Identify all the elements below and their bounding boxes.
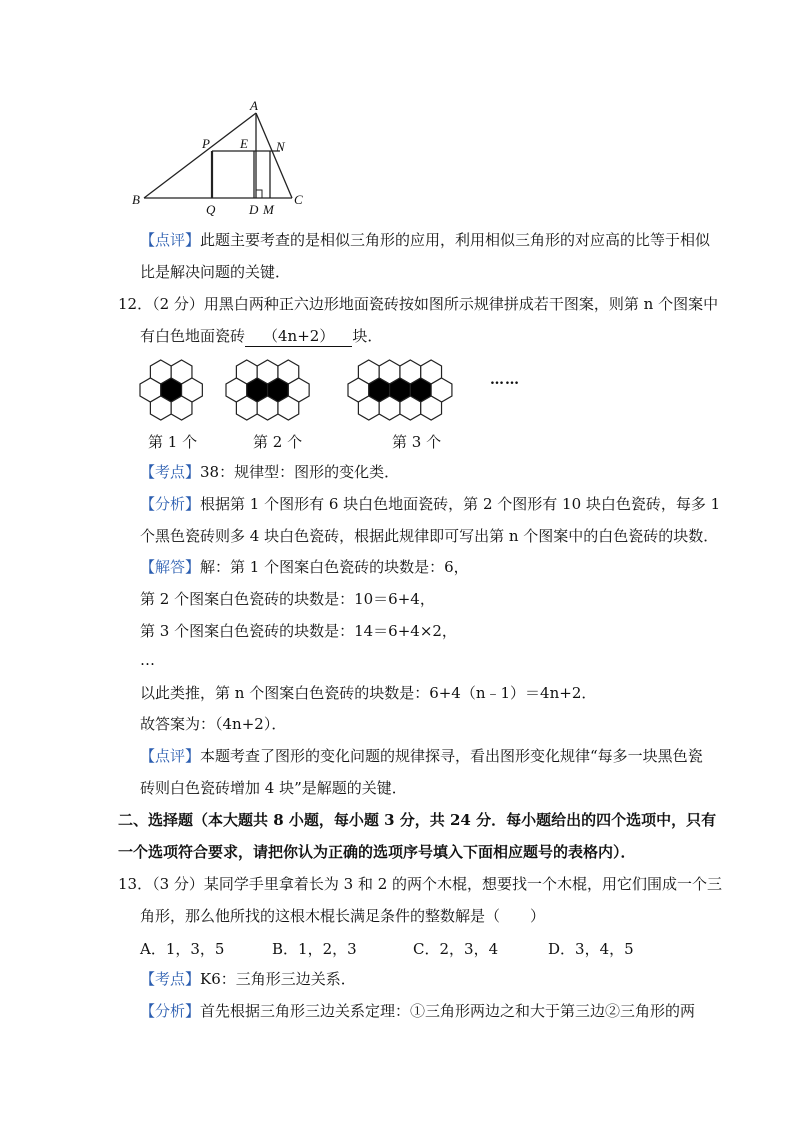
section2-heading-line1: 二、选择题（本大题共 8 小题，每小题 3 分，共 24 分．每小题给出的四个选项中，只有 — [118, 811, 717, 829]
kaodian-tag: 【考点】 — [140, 463, 201, 481]
right-angle-mark — [256, 190, 262, 198]
q12-jieda-line5: 以此类推，第 n 个图案白色瓷砖的块数是：6+4（n﹣1）＝4n+2． — [140, 684, 597, 702]
q12-jieda — [140, 557, 469, 577]
q13-option-b: B．1，2，3 — [272, 940, 357, 958]
figure-caption-3: 第 3 个 — [392, 433, 442, 451]
q12-stem-line1: 12．（2 分）用黑白两种正六边形地面瓷砖按如图所示规律拼成若干图案，则第 n 个图案中 — [118, 295, 719, 313]
q12-fenxi-line1: 根据第 1 个图形有 6 块白色地面瓷砖，第 2 个图形有 10 块白色瓷砖，每多 1 — [200, 495, 721, 513]
label-Q: Q — [206, 202, 216, 217]
hexagon-tile-figures — [130, 352, 530, 428]
segment-AB — [144, 113, 256, 198]
q12-dianping-line1: 本题考查了图形的变化问题的规律探寻，看出图形变化规律“每多一块黑色瓷 — [200, 747, 703, 765]
q13-option-c: C．2，3，4 — [413, 940, 499, 958]
q13-kaodian — [140, 969, 356, 989]
dianping-tag: 【点评】 — [140, 747, 201, 765]
figure-caption-1: 第 1 个 — [148, 433, 198, 451]
label-A: A — [250, 98, 258, 113]
white-tile — [358, 396, 379, 420]
fenxi-tag: 【分析】 — [140, 1002, 201, 1020]
triangle-figure — [130, 98, 310, 220]
q13-stem-line1: 13．（3 分）某同学手里拿着长为 3 和 2 的两个木棍，想要找一个木棍，用它们围成一个三 — [118, 875, 723, 893]
white-tile — [400, 396, 421, 420]
q12-stem-prefix: 有白色地面瓷砖 — [140, 327, 246, 345]
q13-option-a: A．1，3，5 — [140, 940, 225, 958]
label-B: B — [132, 192, 140, 207]
dianping-tag: 【点评】 — [140, 231, 201, 249]
q13-fenxi — [140, 1001, 695, 1021]
section2-heading-line2: 一个选项符合要求，请把你认为正确的选项序号填入下面相应题号的表格内）． — [118, 843, 636, 861]
q12-dianping-line2: 砖则白色瓷砖增加 4 块”是解题的关键． — [140, 779, 407, 797]
label-P: P — [202, 136, 210, 151]
figure-ellipsis: …… — [490, 372, 520, 388]
segment-AC — [256, 113, 292, 198]
white-tile — [278, 396, 299, 420]
q11-dianping-line2: 比是解决问题的关键． — [140, 263, 291, 281]
white-tile — [236, 396, 257, 420]
q12-jieda-line2: 第 2 个图案白色瓷砖的块数是：10＝6+4， — [140, 590, 435, 608]
label-C: C — [294, 192, 303, 207]
white-tile — [150, 396, 171, 420]
white-tile — [257, 396, 278, 420]
q13-fenxi-text: 首先根据三角形三边关系定理：①三角形两边之和大于第三边②三角形的两 — [200, 1002, 696, 1020]
q12-answer-blank: （4n+2） — [245, 326, 352, 347]
q13-stem-line2: 角形，那么他所找的这根木棍长满足条件的整数解是（ ） — [140, 907, 546, 925]
q13-option-d: D．3，4，5 — [548, 940, 634, 958]
q12-jieda-line3: 第 3 个图案白色瓷砖的块数是：14＝6+4×2， — [140, 622, 457, 640]
fenxi-tag: 【分析】 — [140, 495, 201, 513]
label-D: D — [249, 202, 259, 217]
figure-caption-2: 第 2 个 — [253, 433, 303, 451]
white-tile — [421, 396, 442, 420]
label-E: E — [240, 136, 248, 151]
q12-fenxi-line2: 个黑色瓷砖则多 4 块白色瓷砖，根据此规律即可写出第 n 个图案中的白色瓷砖的块数． — [140, 527, 719, 545]
q12-stem-suffix: 块． — [352, 327, 383, 345]
q13-kaodian-text: K6：三角形三边关系． — [200, 970, 356, 988]
label-M: M — [263, 202, 274, 217]
white-tile — [379, 396, 400, 420]
white-tile — [171, 396, 192, 420]
q12-kaodian — [140, 462, 399, 482]
q11-dianping-line1: 此题主要考查的是相似三角形的应用，利用相似三角形的对应高的比等于相似 — [200, 231, 711, 249]
q12-jieda-line6: 故答案为：（4n+2）． — [140, 715, 287, 733]
q12-fenxi — [140, 494, 720, 514]
q11-dianping — [140, 230, 710, 250]
q12-dianping — [140, 746, 703, 766]
q12-kaodian-text: 38：规律型：图形的变化类． — [200, 463, 400, 481]
q12-jieda-line1: 解：第 1 个图案白色瓷砖的块数是：6， — [200, 558, 469, 576]
label-N: N — [276, 139, 285, 154]
q12-stem-line2 — [140, 326, 382, 347]
q12-jieda-line4: … — [140, 651, 155, 669]
kaodian-tag: 【考点】 — [140, 970, 201, 988]
jieda-tag: 【解答】 — [140, 558, 201, 576]
